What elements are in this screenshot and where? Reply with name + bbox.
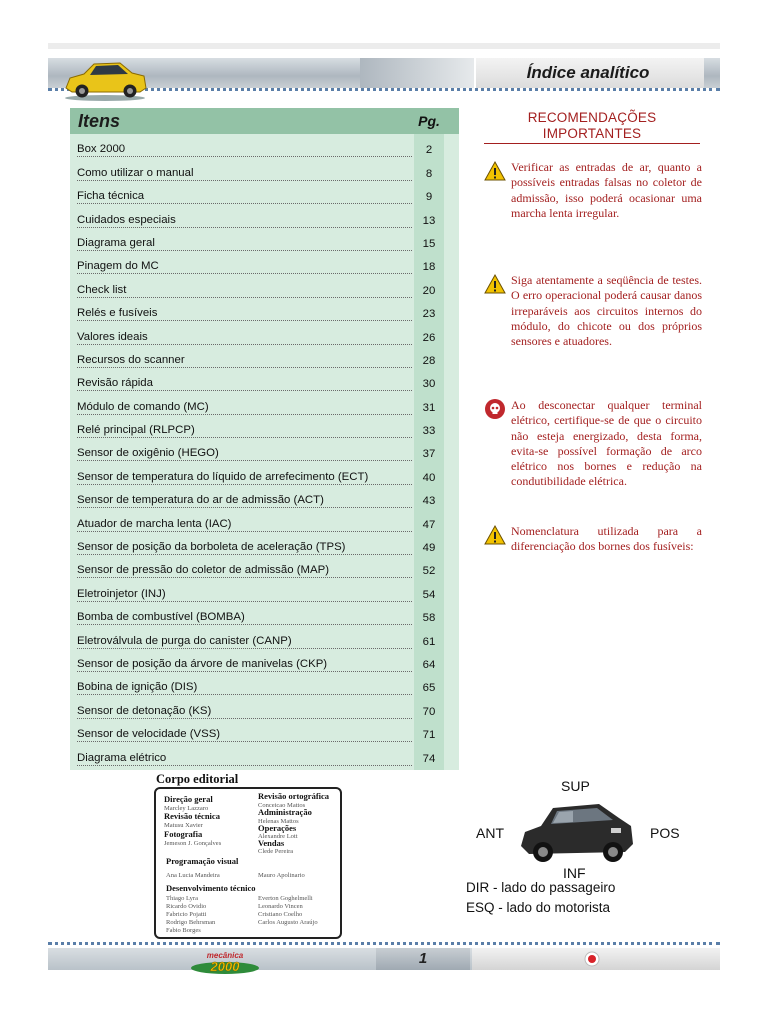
index-row [70, 675, 444, 698]
orientation-inf: INF [563, 865, 586, 881]
index-row [70, 394, 444, 417]
index-row-page: 64 [422, 658, 436, 671]
index-row-label: Como utilizar o manual [77, 167, 412, 181]
role-label: Revisão técnica [164, 811, 220, 821]
role-label: Operações [258, 823, 297, 833]
legend-esq: ESQ - lado do motorista [466, 900, 611, 915]
index-row [70, 628, 444, 651]
index-row [70, 160, 444, 183]
car-diagram-icon [515, 796, 637, 868]
staff-name: Rodrigo Behrsman [166, 919, 216, 926]
index-row-page: 9 [425, 191, 433, 204]
editorial-box [154, 787, 342, 939]
index-row [70, 488, 444, 511]
index-row-label: Recursos do scanner [77, 354, 412, 368]
pg-heading: Pg. [418, 113, 440, 129]
staff-name: Conceicao Mattos [258, 802, 306, 809]
index-row-page: 20 [422, 284, 436, 297]
staff-name: Carlos Augusto Araújo [258, 919, 318, 926]
red-circle-icon [583, 950, 601, 968]
index-row-page: 47 [422, 518, 436, 531]
index-row-label: Bomba de combustível (BOMBA) [77, 611, 412, 625]
index-row-label: Sensor de temperatura do ar de admissão (ACT) [77, 494, 412, 508]
index-row [70, 277, 444, 300]
warning-icon [484, 160, 506, 182]
index-row [70, 652, 444, 675]
index-row-label: Check list [77, 284, 412, 298]
recommendation-text: Nomenclatura utilizada para a diferenciação dos bornes dos fusíveis: [511, 524, 702, 554]
legend-dir: DIR - lado do passageiro [466, 880, 616, 895]
index-row-page: 43 [422, 495, 436, 508]
index-row [70, 558, 444, 581]
index-row-page: 15 [422, 237, 436, 250]
role-label: Programação visual [166, 856, 239, 866]
staff-name: Matusu Xavier [164, 822, 203, 829]
staff-name: Marcley Lazzaro [164, 805, 209, 812]
index-row-label: Box 2000 [77, 143, 412, 157]
index-row-label: Sensor de velocidade (VSS) [77, 728, 412, 742]
header-band-gradient [360, 58, 475, 88]
index-row [70, 418, 444, 441]
index-table-header [70, 108, 459, 134]
index-row-page: 30 [422, 378, 436, 391]
editorial-title: Corpo editorial [156, 772, 239, 786]
index-row [70, 348, 444, 371]
index-row [70, 184, 444, 207]
index-row-label: Ficha técnica [77, 190, 412, 204]
role-label: Vendas [258, 838, 285, 848]
top-divider [48, 43, 720, 49]
staff-name: Cristiano Coelho [258, 911, 303, 918]
warning-icon [484, 273, 506, 295]
warning-icon [484, 524, 506, 546]
index-row-label: Sensor de temperatura do líquido de arrefecimento (ECT) [77, 471, 412, 485]
staff-name: Alexandre Lott [258, 833, 298, 840]
index-row-page: 31 [422, 401, 436, 414]
index-row-page: 65 [422, 682, 436, 695]
index-rows [70, 137, 444, 769]
index-row [70, 698, 444, 721]
role-label: Administração [258, 807, 312, 817]
index-row-label: Sensor de posição da borboleta de aceleração (TPS) [77, 541, 412, 555]
recommendation-text: Ao desconectar qualquer terminal elétrico, certifique-se de que o circuito não esteja energizado, desta forma, evita-se possível formação de arco elétrico nos bornes e redução na condutibilidade elétrica. [511, 398, 702, 489]
staff-name: Clede Pereira [258, 848, 294, 855]
index-row-label: Relés e fusíveis [77, 307, 412, 321]
staff-name: Thiago Lyra [166, 895, 198, 902]
index-row [70, 464, 444, 487]
index-row-page: 28 [422, 354, 436, 367]
index-row-label: Sensor de oxigênio (HEGO) [77, 447, 412, 461]
index-row-label: Revisão rápida [77, 377, 412, 391]
role-label: Fotografia [164, 829, 203, 839]
staff-name: Ana Lucia Mandeira [166, 872, 220, 879]
staff-name: Mauro Apolinario [258, 872, 305, 879]
index-row [70, 605, 444, 628]
index-row-page: 61 [422, 635, 436, 648]
index-row-page: 54 [422, 588, 436, 601]
recommendation-text: Siga atentamente a seqüência de testes. O erro operacional poderá causar danos irreparáveis aos circuitos internos do módulo, do chicote ou dos próprios sensores e atuadores. [511, 273, 702, 349]
index-row-label: Pinagem do MC [77, 260, 412, 274]
staff-name: Jemeson J. Gonçalves [164, 840, 222, 847]
index-row-label: Eletroinjetor (INJ) [77, 588, 412, 602]
mecanica-2000-logo [186, 946, 264, 976]
skull-icon [484, 398, 506, 420]
index-row-label: Eletroválvula de purga do canister (CANP) [77, 635, 412, 649]
index-row-page: 8 [425, 167, 433, 180]
index-row-label: Sensor de detonação (KS) [77, 705, 412, 719]
index-row-label: Atuador de marcha lenta (IAC) [77, 518, 412, 532]
index-row-page: 70 [422, 705, 436, 718]
staff-name: Helenas Mattos [258, 818, 299, 825]
role-label: Revisão ortográfica [258, 791, 330, 801]
index-row-page: 37 [422, 448, 436, 461]
index-row-page: 23 [422, 308, 436, 321]
index-row [70, 722, 444, 745]
index-row [70, 745, 444, 768]
staff-name: Leonardo Vincen [258, 903, 303, 910]
index-row-label: Valores ideais [77, 331, 412, 345]
footer-dotted-rule [48, 942, 720, 945]
index-row-page: 52 [422, 565, 436, 578]
index-row-page: 13 [422, 214, 436, 227]
items-heading: Itens [78, 111, 121, 131]
index-row [70, 441, 444, 464]
orientation-ant: ANT [476, 825, 504, 841]
index-row-page: 49 [422, 542, 436, 555]
svg-text:2000: 2000 [210, 959, 240, 974]
index-row [70, 535, 444, 558]
index-row-page: 74 [422, 752, 436, 765]
index-row-page: 40 [422, 471, 436, 484]
index-row-label: Relé principal (RLPCP) [77, 424, 412, 438]
index-row [70, 511, 444, 534]
index-row-page: 71 [422, 729, 436, 742]
staff-name: Fabricio Pojatti [166, 911, 207, 918]
staff-name: Ricardo Ovidio [166, 903, 207, 910]
index-row-label: Bobina de ignição (DIS) [77, 681, 412, 695]
staff-name: Everton Goghelmelli [258, 895, 313, 902]
index-row [70, 581, 444, 604]
index-row-label: Módulo de comando (MC) [77, 401, 412, 415]
index-row-page: 2 [425, 144, 433, 157]
recommendations-rule [484, 143, 700, 144]
index-row [70, 207, 444, 230]
index-row-page: 33 [422, 425, 436, 438]
yellow-car-icon [60, 56, 150, 102]
index-row-page: 58 [422, 612, 436, 625]
index-row [70, 137, 444, 160]
index-row-page: 26 [422, 331, 436, 344]
index-row-label: Diagrama elétrico [77, 752, 412, 766]
index-row-label: Sensor de pressão do coletor de admissão (MAP) [77, 564, 412, 578]
index-row [70, 324, 444, 347]
svg-text:mecânica: mecânica [206, 951, 244, 960]
staff-name: Fabio Borges [166, 927, 201, 934]
page-number: 1 [376, 948, 470, 970]
orientation-sup: SUP [561, 778, 590, 794]
role-label: Desenvolvimento técnico [166, 883, 256, 893]
recommendation-text: Verificar as entradas de ar, quanto a possíveis entradas falsas no coletor de admissão, isso poderá ocasionar uma marcha lenta irregular. [511, 160, 702, 220]
orientation-pos: POS [650, 825, 680, 841]
recommendations-title: RECOMENDAÇÕES IMPORTANTES [527, 110, 657, 141]
index-row-label: Sensor de posição da árvore de manivelas (CKP) [77, 658, 412, 672]
role-label: Direção geral [164, 794, 213, 804]
index-row-page: 18 [422, 261, 436, 274]
index-row-label: Diagrama geral [77, 237, 412, 251]
index-row [70, 231, 444, 254]
index-row [70, 301, 444, 324]
index-row [70, 254, 444, 277]
index-row-label: Cuidados especiais [77, 214, 412, 228]
index-row [70, 371, 444, 394]
page-title: Índice analítico [526, 63, 650, 82]
